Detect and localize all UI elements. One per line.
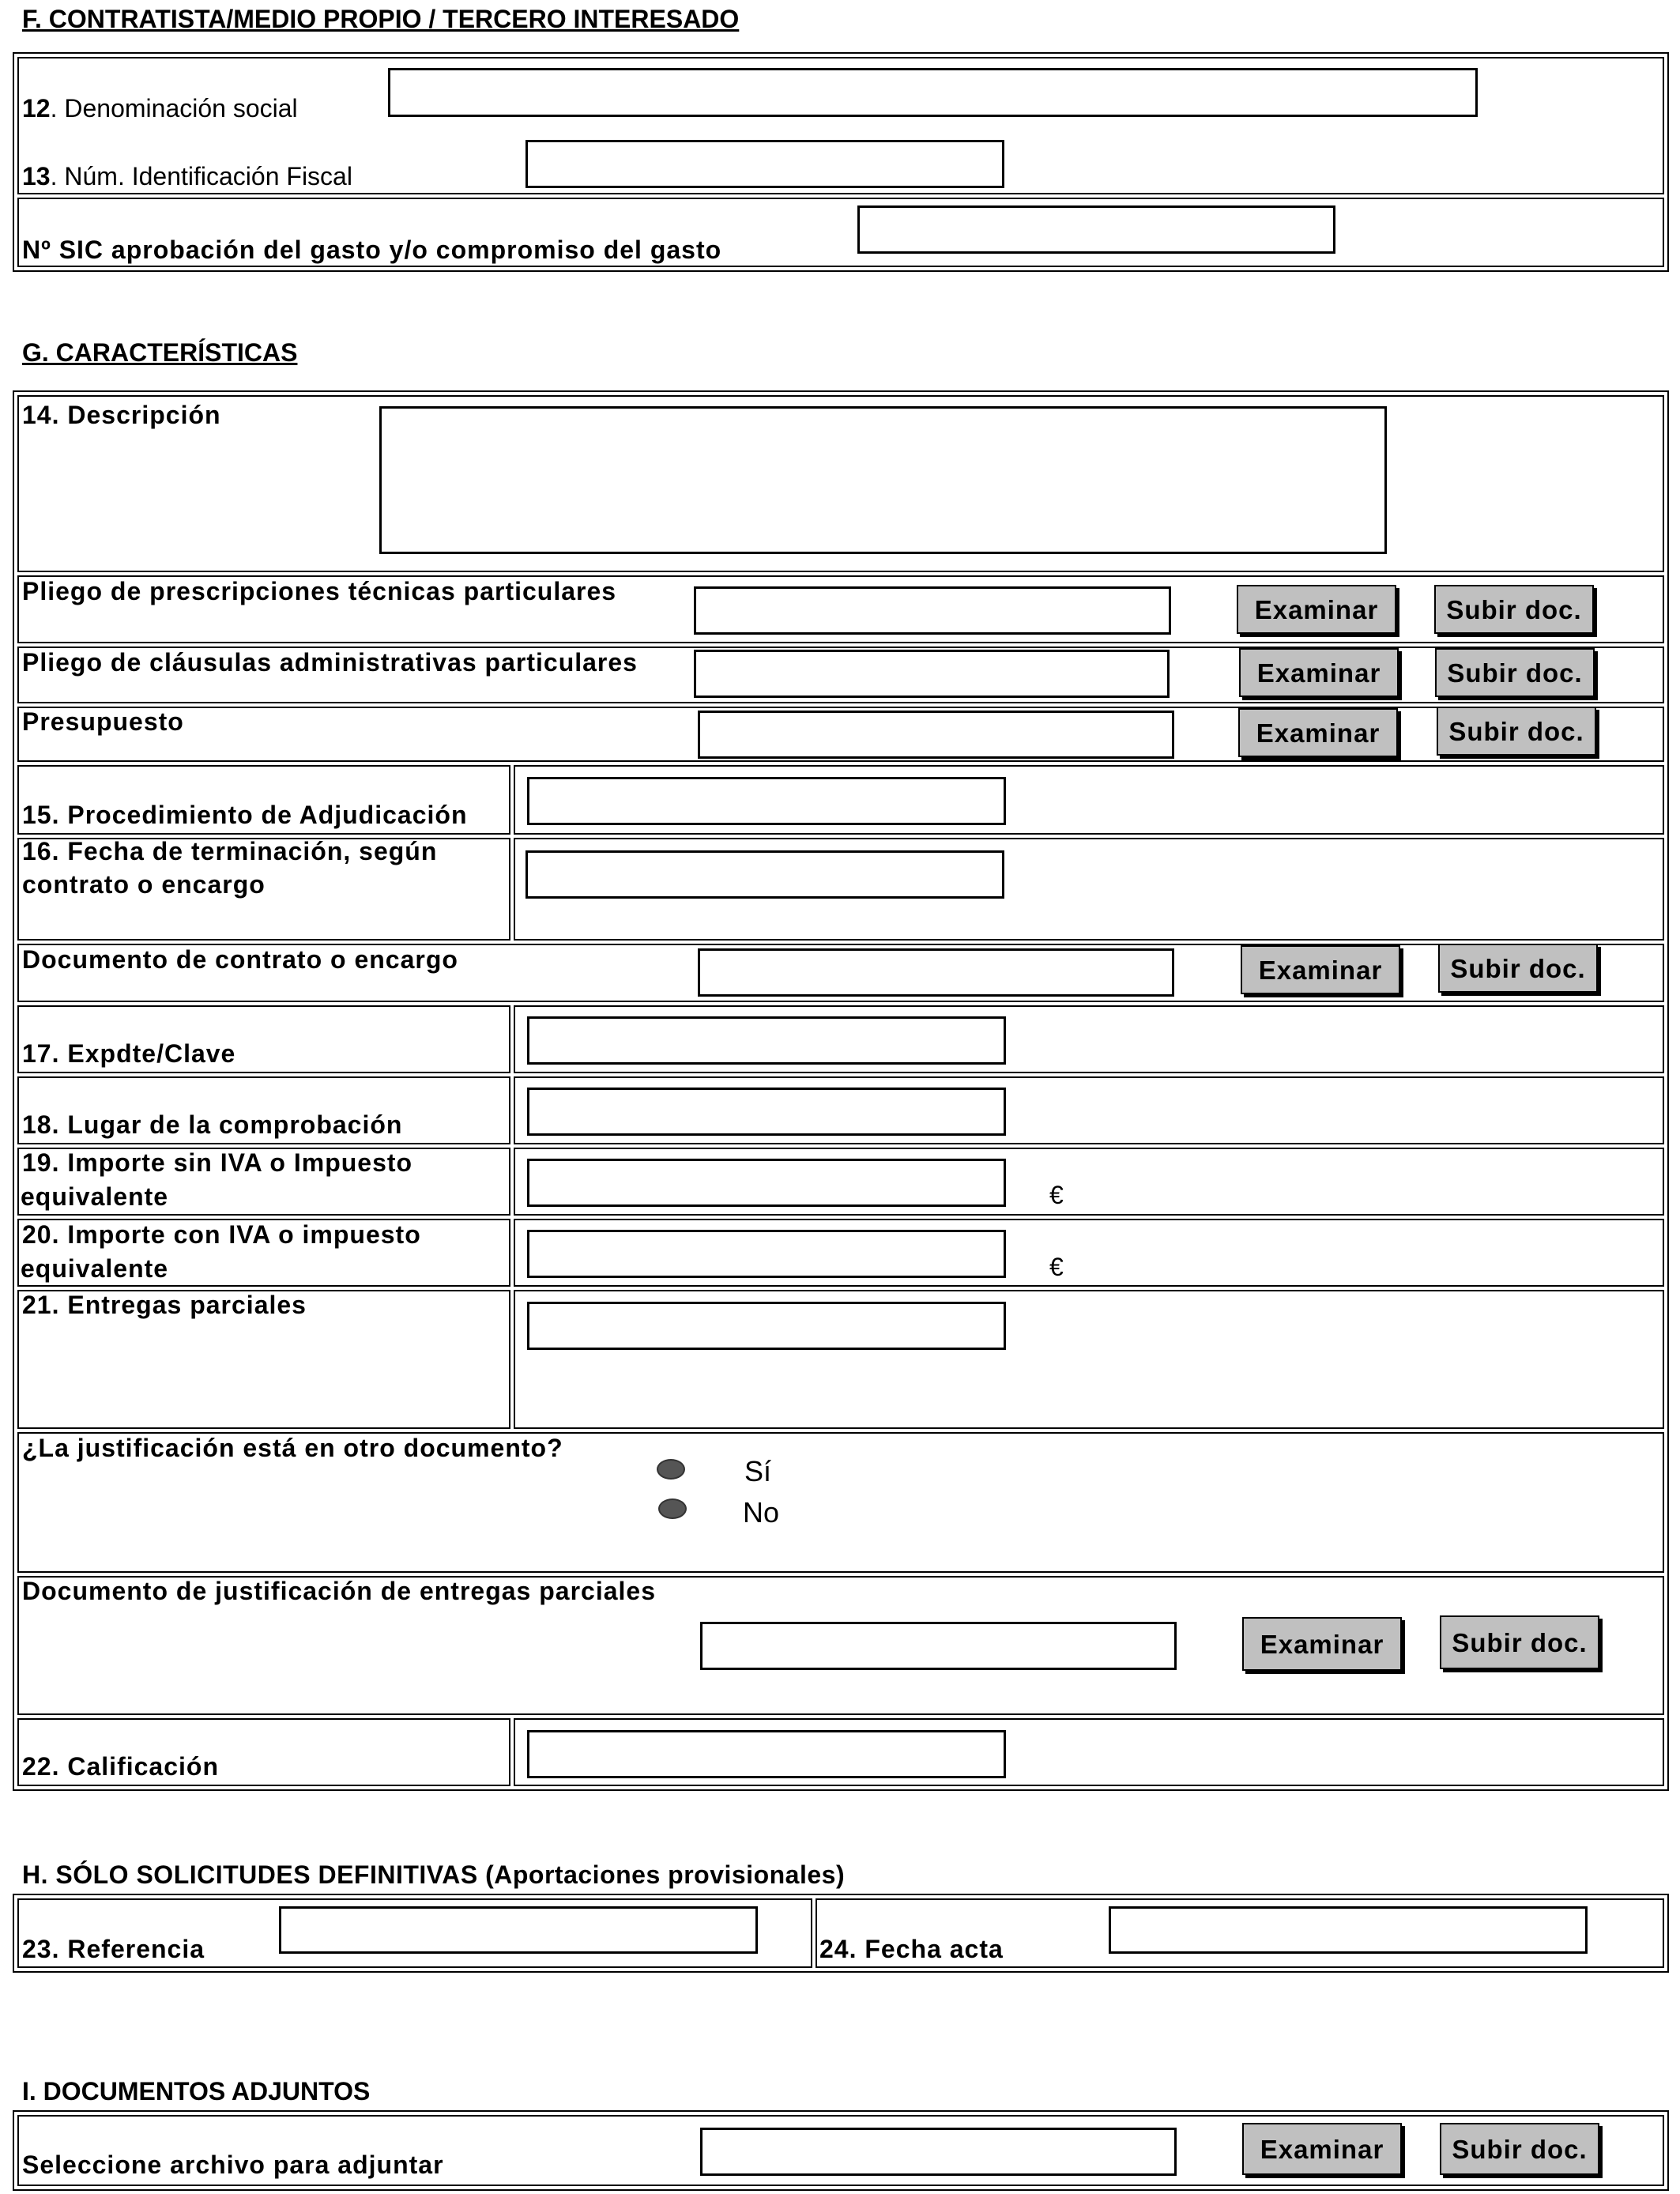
entregas-label: 21. Entregas parciales [22, 1291, 307, 1319]
importe-con-iva-label-line1: 20. Importe con IVA o impuesto [22, 1220, 421, 1249]
nif-num: 13 [22, 162, 51, 190]
fecha-acta-label: 24. Fecha acta [819, 1935, 1004, 1963]
expdte-input[interactable] [527, 1016, 1006, 1065]
seleccione-input[interactable] [700, 2128, 1177, 2176]
radio-no-label: No [743, 1496, 780, 1529]
importe-sin-iva-currency: € [1049, 1181, 1064, 1209]
importe-con-iva-input[interactable] [527, 1230, 1006, 1278]
lugar-label: 18. Lugar de la comprobación [22, 1110, 403, 1139]
nif-input[interactable] [525, 140, 1004, 188]
documento-contrato-subir-button[interactable]: Subir doc. [1438, 944, 1598, 993]
doc-justificacion-label: Documento de justificación de entregas parciales [22, 1577, 656, 1605]
justificacion-question: ¿La justificación está en otro documento? [22, 1434, 563, 1462]
descripcion-textarea[interactable] [379, 406, 1387, 554]
pliego-admin-input[interactable] [694, 650, 1170, 698]
pliego-tecnicas-input[interactable] [694, 586, 1171, 635]
radio-si[interactable] [657, 1459, 685, 1480]
presupuesto-examinar-button[interactable]: Examinar [1238, 708, 1398, 757]
seleccione-label: Seleccione archivo para adjuntar [22, 2151, 444, 2179]
seleccione-examinar-button[interactable]: Examinar [1242, 2123, 1402, 2175]
descripcion-label: 14. Descripción [22, 401, 221, 429]
denominacion-num: 12 [22, 94, 51, 123]
procedimiento-input[interactable] [527, 777, 1006, 825]
importe-sin-iva-input[interactable] [527, 1159, 1006, 1207]
denominacion-label [22, 92, 298, 125]
section-g-title: G. CARACTERÍSTICAS [22, 338, 298, 367]
fecha-terminacion-label-line2: contrato o encargo [22, 870, 266, 899]
lugar-input[interactable] [527, 1088, 1006, 1136]
documento-contrato-label: Documento de contrato o encargo [22, 945, 458, 974]
fecha-acta-input[interactable] [1109, 1906, 1588, 1954]
pliego-admin-examinar-button[interactable]: Examinar [1239, 648, 1399, 697]
documento-contrato-examinar-button[interactable]: Examinar [1241, 945, 1400, 994]
documento-contrato-input[interactable] [698, 948, 1174, 997]
doc-justificacion-subir-button[interactable]: Subir doc. [1440, 1615, 1599, 1669]
pliego-admin-subir-button[interactable]: Subir doc. [1435, 648, 1595, 697]
radio-no[interactable] [658, 1498, 687, 1519]
presupuesto-input[interactable] [698, 711, 1174, 759]
doc-justificacion-examinar-button[interactable]: Examinar [1242, 1617, 1402, 1671]
sic-label: Nº SIC aprobación del gasto y/o compromiso del gasto [22, 236, 722, 264]
section-f-title: F. CONTRATISTA/MEDIO PROPIO / TERCERO INTERESADO [22, 5, 740, 33]
entregas-input[interactable] [527, 1302, 1006, 1350]
calificacion-label: 22. Calificación [22, 1752, 219, 1781]
procedimiento-label: 15. Procedimiento de Adjudicación [22, 801, 468, 829]
pliego-tecnicas-subir-button[interactable]: Subir doc. [1434, 585, 1594, 634]
section-h-title: H. SÓLO SOLICITUDES DEFINITIVAS (Aportaciones provisionales) [22, 1860, 846, 1889]
nif-label [22, 160, 352, 193]
sic-input[interactable] [857, 205, 1335, 254]
denominacion-input[interactable] [388, 68, 1478, 117]
referencia-input[interactable] [279, 1906, 758, 1954]
importe-con-iva-label-line2: equivalente [21, 1254, 169, 1283]
pliego-admin-label: Pliego de cláusulas administrativas particulares [22, 648, 638, 677]
seleccione-subir-button[interactable]: Subir doc. [1440, 2123, 1599, 2175]
importe-sin-iva-label-line1: 19. Importe sin IVA o Impuesto [22, 1148, 413, 1177]
doc-justificacion-input[interactable] [700, 1622, 1177, 1670]
fecha-terminacion-label-line1: 16. Fecha de terminación, según [22, 837, 438, 865]
expdte-label: 17. Expdte/Clave [22, 1039, 236, 1068]
pliego-tecnicas-label: Pliego de prescripciones técnicas particulares [22, 577, 617, 605]
importe-sin-iva-label-line2: equivalente [21, 1182, 169, 1211]
nif-text: . Núm. Identificación Fiscal [50, 162, 352, 190]
importe-con-iva-currency: € [1049, 1253, 1064, 1281]
presupuesto-subir-button[interactable]: Subir doc. [1437, 707, 1596, 756]
referencia-label: 23. Referencia [22, 1935, 205, 1963]
calificacion-input[interactable] [527, 1730, 1006, 1778]
fecha-terminacion-input[interactable] [525, 850, 1004, 899]
radio-si-label: Sí [744, 1455, 772, 1487]
section-i-title: I. DOCUMENTOS ADJUNTOS [22, 2077, 371, 2105]
pliego-tecnicas-examinar-button[interactable]: Examinar [1237, 585, 1396, 634]
presupuesto-label: Presupuesto [22, 707, 184, 736]
denominacion-text: . Denominación social [50, 94, 298, 123]
